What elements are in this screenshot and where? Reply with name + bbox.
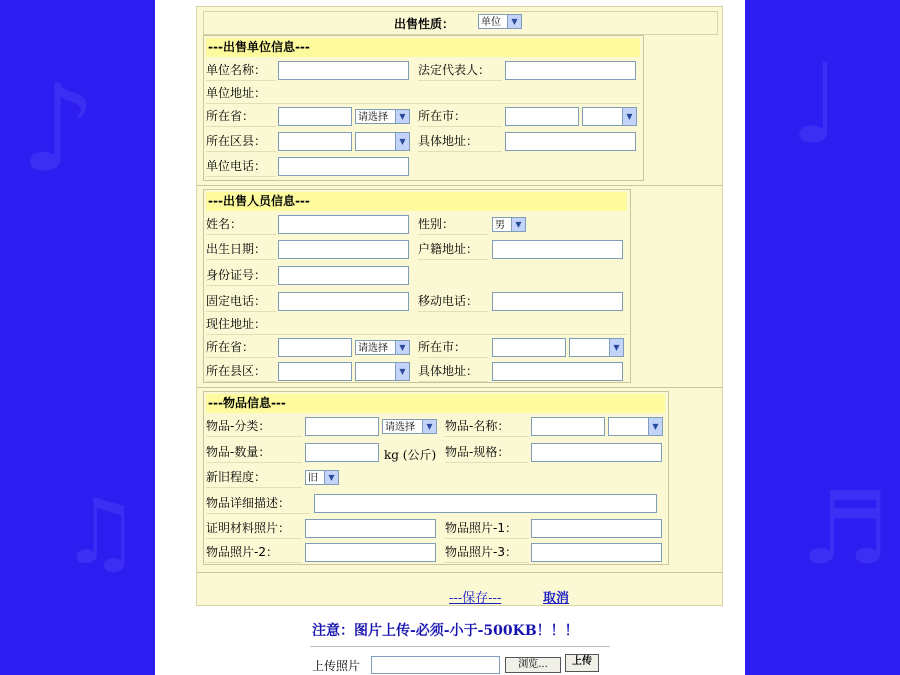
goods-name-select[interactable] [608,417,663,436]
chevron-down-icon: ▼ [507,15,521,28]
unit-city-label: 所在市： [418,106,502,127]
divider [197,185,722,186]
mobile-input[interactable] [492,292,623,311]
category-label: 物品-分类： [206,416,302,437]
photo2-input[interactable] [305,543,436,562]
note-underline [310,646,610,647]
chevron-down-icon: ▼ [395,341,409,354]
page-panel [155,0,745,675]
phone-label: 固定电话： [206,291,276,312]
household-label: 户籍地址： [418,239,488,260]
unit-detail-input[interactable] [505,132,636,151]
unit-district-select[interactable] [355,132,410,151]
chevron-down-icon: ▼ [648,418,662,435]
certificate-photo-input[interactable] [305,519,436,538]
phone-input[interactable] [278,292,409,311]
save-link[interactable]: ---保存--- [449,591,502,606]
unit-city-input[interactable] [505,107,579,126]
chevron-down-icon: ▼ [511,218,525,231]
quantity-label: 物品-数量： [206,442,302,463]
background-decoration: ♪ [20,60,97,199]
person-detail-input[interactable] [492,362,623,381]
photo1-input[interactable] [531,519,662,538]
unit-city-select[interactable] [582,107,637,126]
unit-province-label: 所在省： [206,106,276,127]
current-address-label: 现住地址： [206,314,627,335]
certificate-photo-label: 证明材料照片： [206,518,302,539]
unit-phone-label: 单位电话： [206,156,276,177]
person-name-label: 姓名： [206,214,276,235]
category-select-value: 请选择 [385,422,415,433]
divider [197,572,722,573]
legal-rep-input[interactable] [505,61,636,80]
chevron-down-icon: ▼ [622,108,636,125]
household-input[interactable] [492,240,623,259]
goods-name-label: 物品-名称： [445,416,529,437]
chevron-down-icon: ▼ [324,471,338,484]
description-label: 物品详细描述： [206,493,310,514]
id-input[interactable] [278,266,409,285]
category-select[interactable] [382,419,437,434]
upload-file-input[interactable] [371,656,500,674]
upload-note: 注意：图片上传-必须-小于-500KB！！！ [312,623,579,639]
chevron-down-icon: ▼ [395,133,409,150]
photo1-label: 物品照片-1： [445,518,529,539]
unit-district-input[interactable] [278,132,352,151]
person-detail-label: 具体地址： [418,361,488,382]
goods-section [203,391,669,565]
gender-value: 男 [495,220,505,231]
background-decoration: ♬ [800,470,890,587]
person-city-input[interactable] [492,338,566,357]
unit-address-label: 单位地址： [206,83,640,104]
mobile-label: 移动电话： [418,291,488,312]
cancel-link[interactable]: 取消 [543,591,570,606]
person-district-select[interactable] [355,362,410,381]
photo2-label: 物品照片-2： [206,542,302,563]
goods-section-header: ---物品信息--- [206,394,665,413]
person-province-label: 所在省： [206,337,276,358]
person-district-input[interactable] [278,362,352,381]
unit-name-input[interactable] [278,61,409,80]
sale-type-value: 单位 [481,17,501,28]
person-city-label: 所在市： [418,337,488,358]
unit-district-label: 所在区县： [206,131,276,152]
unit-name-label: 单位名称： [206,60,276,81]
person-district-label: 所在县区： [206,361,276,382]
description-input[interactable] [314,494,657,513]
birth-input[interactable] [278,240,409,259]
sale-type-row [203,11,718,35]
sale-type-select[interactable] [478,14,522,29]
upload-button[interactable]: 上传 [565,654,599,672]
person-province-select-value: 请选择 [358,343,388,354]
quantity-input[interactable] [305,443,379,462]
category-input[interactable] [305,417,379,436]
chevron-down-icon: ▼ [395,363,409,380]
legal-rep-label: 法定代表人： [418,60,502,81]
background-decoration: ♩ [790,40,842,168]
spec-input[interactable] [531,443,662,462]
person-name-input[interactable] [278,215,409,234]
photo3-input[interactable] [531,543,662,562]
background-decoration: ♫ [60,480,141,585]
chevron-down-icon: ▼ [609,339,623,356]
person-province-select[interactable] [355,340,410,355]
goods-name-input[interactable] [531,417,605,436]
unit-section-header: ---出售单位信息--- [206,38,640,57]
photo3-label: 物品照片-3： [445,542,529,563]
quantity-unit: kg (公斤) [384,448,437,462]
condition-label: 新旧程度： [206,467,302,488]
person-section-header: ---出售人员信息--- [206,192,627,211]
unit-detail-label: 具体地址： [418,131,502,152]
gender-label: 性别： [418,214,488,235]
gender-select[interactable] [492,217,526,232]
person-city-select[interactable] [569,338,624,357]
unit-province-select[interactable] [355,109,410,124]
person-section [203,189,631,383]
chevron-down-icon: ▼ [395,110,409,123]
chevron-down-icon: ▼ [422,420,436,433]
id-label: 身份证号： [206,265,276,286]
spec-label: 物品-规格： [445,442,529,463]
birth-label: 出生日期： [206,239,276,260]
unit-section [203,35,644,181]
unit-phone-input[interactable] [278,157,409,176]
browse-button[interactable]: 浏览... [505,657,561,673]
unit-province-input[interactable] [278,107,352,126]
sale-type-label: 出售性质： [394,17,455,31]
divider [197,387,722,388]
sale-form [196,6,723,606]
upload-label: 上传照片 [312,659,361,673]
condition-value: 旧 [308,473,318,484]
condition-select[interactable] [305,470,339,485]
unit-province-select-value: 请选择 [358,112,388,123]
person-province-input[interactable] [278,338,352,357]
